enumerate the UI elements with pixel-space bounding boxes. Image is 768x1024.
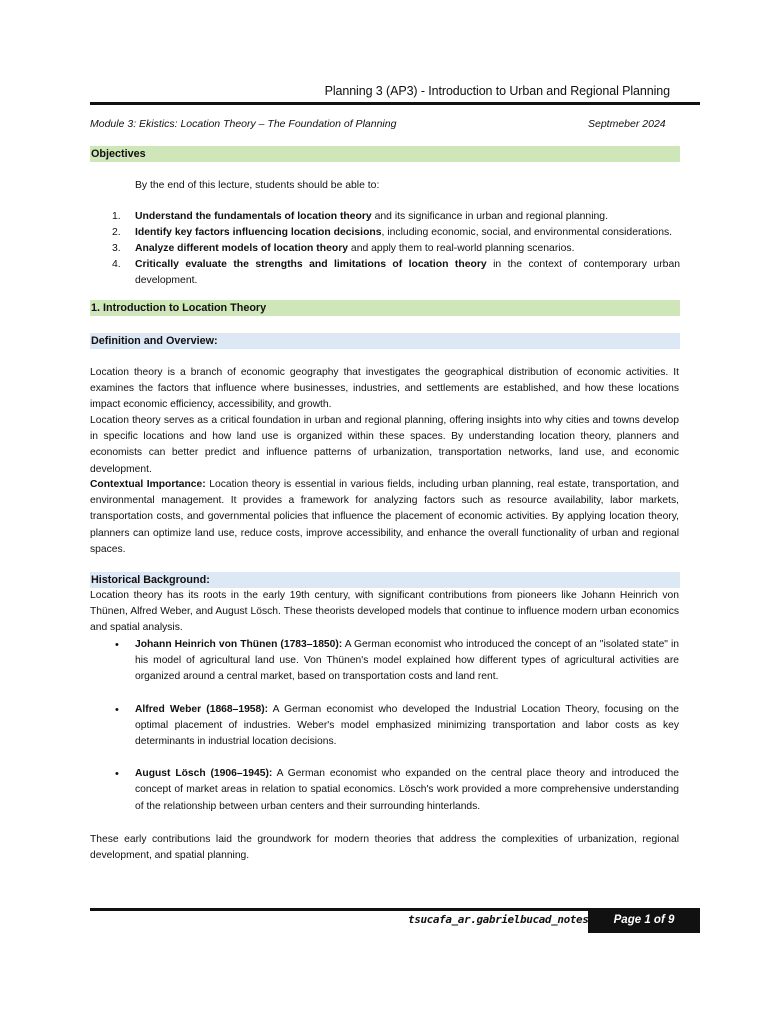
objective-item: 1. Understand the fundamentals of location theory and its significance in urban and regional planning. xyxy=(112,211,608,222)
objective-item: 2. Identify key factors influencing location decisions, including economic, social, and environmental considerations. xyxy=(112,227,673,238)
definition-paragraph: Location theory is a branch of economic geography that investigates the geographical distribution of economic activities. It examines the factors that influence where businesses, industries, and settlements are established, and how these locations impact economic efficiency, accessibility, and growth. xyxy=(90,367,679,411)
page-number: Page 1 of 9 xyxy=(588,908,700,933)
header-divider xyxy=(90,102,700,105)
theorist-list xyxy=(90,637,679,831)
document-date: Septmeber 2024 xyxy=(588,118,666,130)
objectives-intro: By the end of this lecture, students should be able to: xyxy=(135,180,380,191)
module-title: Module 3: Ekistics: Location Theory – The Foundation of Planning xyxy=(90,118,397,130)
context-paragraph: Contextual Importance: Location theory is essential in various fields, including urban planning, real estate, transportation, and environmental management. It provides a framework for analyzing factors such as resource availability, labor markets, transportation costs, and governmental policies that influence the placement of economic activities. By applying location theory, planners can optimize land use, reduce costs, improve accessibility, and enhance the overall functionality of urban and regional spaces. xyxy=(90,479,679,555)
historical-paragraph: Location theory has its roots in the early 19th century, with significant contributions from pioneers like Johann Heinrich von Thünen, Alfred Weber, and August Lösch. These theorists developed models that continue to influence modern urban economics and spatial analysis. xyxy=(90,590,679,634)
objectives-list xyxy=(92,209,680,289)
document-title: Planning 3 (AP3) - Introduction to Urban and Regional Planning xyxy=(324,84,670,98)
definition-heading: Definition and Overview: xyxy=(90,333,680,349)
definition-paragraph: Location theory serves as a critical foundation in urban and regional planning, offering insights into why cities and towns develop in specific locations and how land use is organized within these spaces. By understanding location theory, planners and economists can better predict and influence patterns of urbanization, transportation networks, land use, and economic development. xyxy=(90,415,679,475)
objective-item: 3. Analyze different models of location theory and apply them to real-world planning scenarios. xyxy=(112,243,575,254)
footer-notes: tsucafa_ar.gabrielbucad_notes xyxy=(408,913,589,926)
footer-divider xyxy=(90,908,590,911)
objective-item: 4. Critically evaluate the strengths and limitations of location theory in the context of contemporary urban development. xyxy=(112,259,680,286)
theorist-item: • August Lösch (1906–1945): A German economist who expanded on the central place theory and introduced the concept of market areas in relation to spatial economics. Lösch's work provided a more comprehensive understanding of the relationship between urban centers and their surrounding hinterlands. xyxy=(115,768,679,812)
section-heading: 1. Introduction to Location Theory xyxy=(90,300,680,316)
theorist-item: • Alfred Weber (1868–1958): A German economist who developed the Industrial Location Theory, focusing on the optimal placement of industries. Weber's model emphasized minimizing transportation and labor costs as key determinants in industrial location decisions. xyxy=(115,703,679,748)
closing-paragraph: These early contributions laid the groundwork for modern theories that address the complexities of urbanization, regional development, and spatial planning. xyxy=(90,834,679,862)
theorist-item: • Johann Heinrich von Thünen (1783–1850): A German economist who introduced the concept of an "isolated state" in his model of agricultural land use. Von Thünen's model explained how different types of agricultural activities are organized around a central market, based on transportation costs and land rent. xyxy=(115,639,679,683)
objectives-heading: Objectives xyxy=(90,146,680,162)
historical-heading: Historical Background: xyxy=(90,572,680,588)
